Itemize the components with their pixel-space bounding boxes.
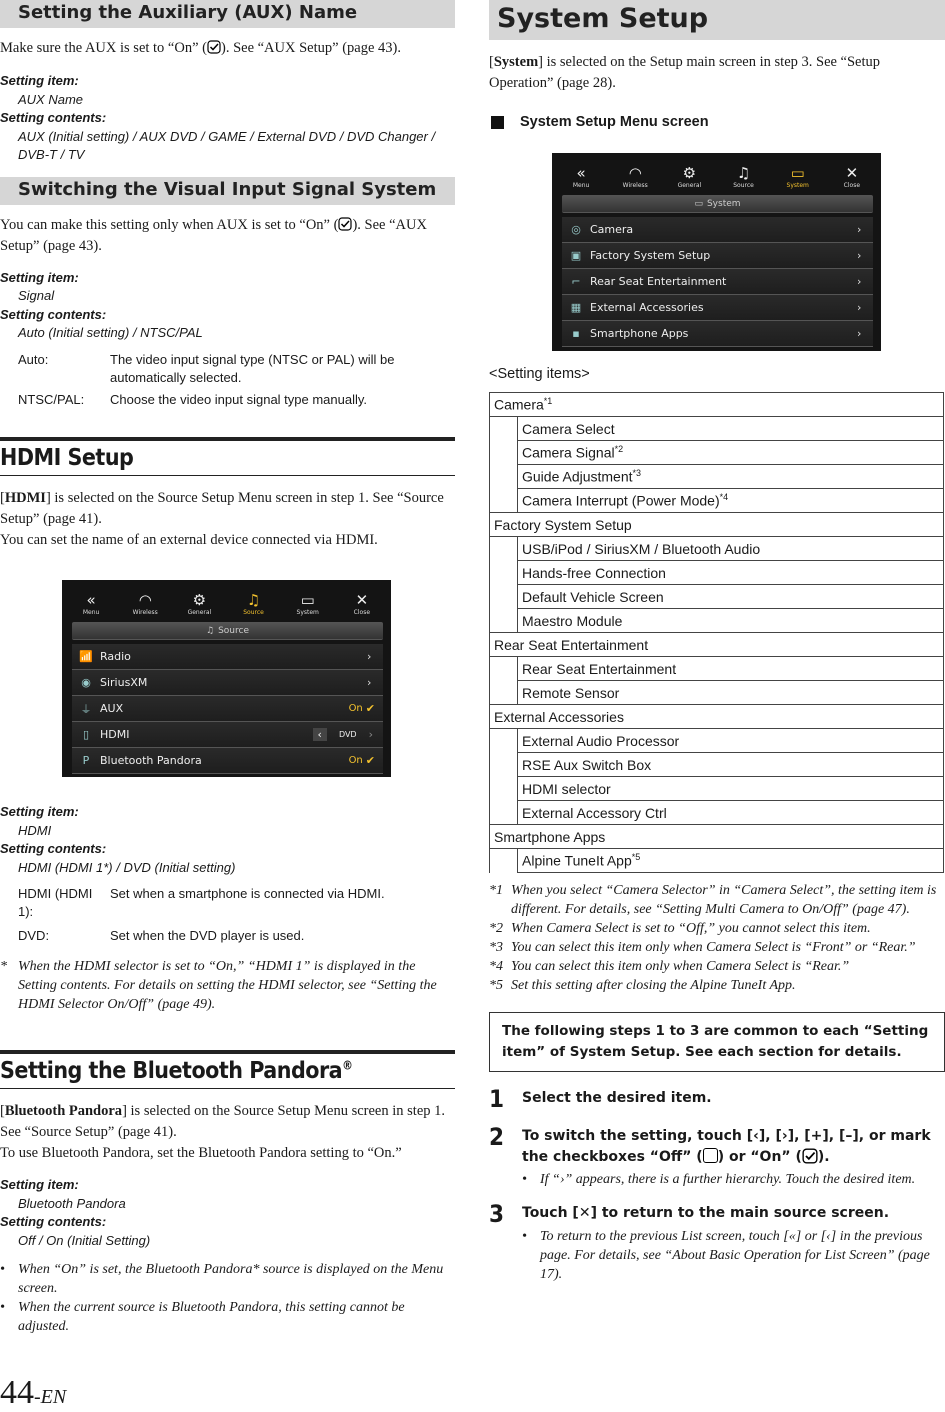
setting-contents-label: Setting contents: (0, 841, 107, 856)
table-item-row: Guide Adjustment$^{*3}$ (518, 465, 944, 489)
list-item-radio[interactable]: 📶 Radio › (72, 644, 383, 670)
siriusxm-icon: ◉ (81, 676, 91, 689)
list-item-aux[interactable]: ⏚ AUX On ✔ (72, 696, 383, 722)
aux-intro: Make sure the AUX is set to “On” ( ). See “AUX Setup” (page 43). (0, 40, 401, 56)
table-item-row: Camera Signal$^{*2}$ (518, 441, 944, 465)
table-group-row: Factory System Setup (490, 513, 944, 537)
table-item-row: USB/iPod / SiriusXM / Bluetooth Audio (518, 537, 944, 561)
checkbox-checked-icon (802, 1149, 818, 1165)
screen-toolbar (62, 580, 391, 616)
hdmi-plug-icon: ▯ (82, 728, 90, 741)
option-row: NTSC/PAL: Choose the video input signal type manually. (18, 391, 368, 407)
antenna-icon: 📶 (79, 650, 93, 663)
close-icon: ✕ (578, 1205, 591, 1221)
setting-item-label: Setting item: (0, 804, 79, 819)
list-item-pandora[interactable]: P Bluetooth Pandora On ✔ (72, 748, 383, 774)
hdmi-section-title: HDMI Setup (0, 437, 455, 476)
table-item-row: External Audio Processor (518, 729, 944, 753)
chevron-right-icon: › (857, 275, 862, 288)
table-item-row: Remote Sensor (518, 681, 944, 705)
footnote: *3 You can select this item only when Camera Select is “Front” or “Rear.” (489, 940, 916, 955)
bullet-icon: • (522, 1229, 527, 1244)
footnote: *2 When Camera Select is set to “Off,” you cannot select this item. (489, 921, 871, 936)
aux-plug-icon: ⏚ (80, 702, 92, 716)
option-row: DVD: Set when the DVD player is used. (18, 928, 305, 943)
system-tab[interactable]: ▭ System (296, 591, 319, 616)
table-group-row: Smartphone Apps (490, 825, 944, 849)
setting-item-value: Bluetooth Pandora (18, 1195, 126, 1211)
table-item-row: Camera Interrupt (Power Mode)$^{*4}$ (518, 489, 944, 513)
list-item-factory[interactable]: ▣ Factory System Setup › (562, 243, 873, 269)
check-icon[interactable]: ✔ (365, 702, 375, 715)
bullet-icon: • (0, 1300, 5, 1315)
music-note-icon: ♫ (736, 164, 751, 182)
step-2: 2 To switch the setting, touch [‹], [›], [+], [–], or mark the checkboxes “Off” ( ) or “On” ( ). (489, 1123, 931, 1165)
source-tab[interactable]: ♫ Source (243, 591, 264, 616)
general-tab[interactable]: ⚙ General (187, 591, 212, 616)
table-item-row: HDMI selector (518, 777, 944, 801)
chevron-right-icon: › (857, 223, 862, 236)
option-row: Auto: The video input signal type (NTSC or PAL) will be automatically selected. (18, 351, 395, 385)
system-setup-screenshot (552, 153, 881, 351)
menu-heading: System Setup Menu screen (489, 114, 945, 130)
left-column (0, 0, 455, 1411)
setting-item-value: Signal (18, 288, 55, 303)
footnote: *4 You can select this item only when Camera Select is “Rear.” (489, 959, 850, 974)
menu-tab[interactable]: « Menu (572, 164, 590, 189)
pandora-section-title: Setting the Bluetooth Pandora® (0, 1050, 455, 1089)
list-item-smartphone[interactable]: ▪ Smartphone Apps › (562, 321, 873, 347)
footnote: *1 When you select “Camera Selector” in “Camera Select”, the setting item is different. For details, see “Setting Multi Camera to On/Off” (page 47). (489, 883, 937, 917)
general-tab[interactable]: ⚙ General (677, 164, 702, 189)
setting-item-label: Setting item: (0, 269, 79, 285)
wifi-icon: ◠ (628, 164, 642, 182)
system-section-title: System Setup (489, 0, 945, 40)
double-chevron-left-icon: « (788, 1229, 796, 1244)
pandora-intro: [Bluetooth Pandora] is selected on the Source Setup Menu screen in step 1. See “Source Setup” (page 41). To use Bluetooth Pandora, set the Bluetooth Pandora setting to “On.” (0, 1103, 446, 1161)
chevron-right-icon: › (781, 1128, 788, 1144)
system-tab[interactable]: ▭ System (786, 164, 809, 189)
chevron-right-icon: › (857, 327, 862, 340)
table-group-row: External Accessories (490, 705, 944, 729)
check-icon[interactable]: ✔ (365, 754, 375, 767)
list-item-rear-seat[interactable]: ⌐ Rear Seat Entertainment › (562, 269, 873, 295)
chevron-left-icon: ‹ (753, 1128, 759, 1144)
chevron-left-icon: ‹ (826, 1229, 831, 1244)
page-number: 44-EN (0, 1374, 67, 1411)
list-item-external[interactable]: ▦ External Accessories › (562, 295, 873, 321)
bullet-icon: • (522, 1172, 527, 1187)
close-icon: ✕ (355, 591, 369, 609)
list-item-siriusxm[interactable]: ◉ SiriusXM › (72, 670, 383, 696)
bullet-icon: • (0, 1262, 5, 1277)
table-item-row: Default Vehicle Screen (518, 585, 944, 609)
source-setup-screenshot (62, 580, 391, 777)
footnote-list (489, 881, 945, 995)
step-1: 1 Select the desired item. (489, 1085, 712, 1113)
wireless-tab[interactable]: ◠ Wireless (132, 591, 158, 616)
visual-intro: You can make this setting only when AUX is set to “On” ( ). See “AUX Setup” (page 43). (0, 216, 427, 254)
setting-contents-value: AUX (Initial setting) / AUX DVD / GAME / External DVD / DVD Changer / DVB-T / TV (18, 128, 436, 162)
hdmi-footnote: * When the HDMI selector is set to “On,” “HDMI 1” is displayed in the Setting contents. For details on setting the HDMI selector, see “Setting the HDMI Selector On/Off” (page 49). (0, 959, 437, 1012)
checkbox-checked-icon (338, 217, 352, 233)
setting-item-value: AUX Name (18, 91, 84, 107)
setting-contents-value: HDMI (HDMI 1*) / DVD (Initial setting) (18, 859, 236, 875)
setting-contents-value: Off / On (Initial Setting) (18, 1232, 151, 1248)
aux-section-title: Setting the Auxiliary (AUX) Name (0, 0, 455, 28)
pandora-icon: P (82, 754, 90, 767)
step-3: 3 Touch [✕] to return to the main source screen. (489, 1200, 890, 1228)
monitor-icon: ▭ (300, 591, 315, 609)
screen-toolbar (552, 153, 881, 189)
camera-icon: ◎ (571, 223, 581, 236)
system-intro: [System] is selected on the Setup main screen in step 3. See “Setup Operation” (page 28). (489, 54, 881, 91)
chevron-left-icon[interactable]: ‹ (313, 728, 327, 741)
wireless-tab[interactable]: ◠ Wireless (622, 164, 648, 189)
table-item-row: RSE Aux Switch Box (518, 753, 944, 777)
visual-section-title: Switching the Visual Input Signal System (0, 177, 455, 205)
list-header: ♫ Source (72, 622, 383, 640)
common-steps-box: The following steps 1 to 3 are common to each “Setting item” of System Setup. See each section for details. (489, 1012, 945, 1072)
close-icon: ✕ (845, 164, 859, 182)
setting-contents-label: Setting contents: (0, 110, 107, 125)
chevron-right-icon: › (367, 650, 372, 663)
footnote: *5 Set this setting after closing the Alpine TuneIt App. (489, 978, 796, 993)
music-note-icon: ♫ (246, 591, 261, 609)
monitor-icon: ▭ (790, 164, 805, 182)
double-chevron-left-icon: « (86, 591, 96, 609)
setting-item-label: Setting item: (0, 1177, 79, 1192)
list-item-hdmi[interactable]: ▯ HDMI ‹ DVD › (72, 722, 383, 748)
chevron-right-icon: › (857, 301, 862, 314)
hdmi-intro: [HDMI] is selected on the Source Setup Menu screen in step 1. See “Source Setup” (page 41). You can set the name of an external device connected via HDMI. (0, 489, 444, 548)
list-header: ▭ System (562, 195, 873, 213)
menu-tab[interactable]: « Menu (82, 591, 100, 616)
chevron-right-icon: › (857, 249, 862, 262)
gear-icon: ⚙ (192, 591, 207, 609)
table-item-row: Camera Select (518, 417, 944, 441)
table-item-row: External Accessory Ctrl (518, 801, 944, 825)
table-item-row: Alpine TuneIt App$^{*5}$ (518, 849, 944, 873)
step-2-bullet: • If “›” appears, there is a further hierarchy. Touch the desired item. (522, 1172, 916, 1187)
step-3-bullet: • To return to the previous List screen, touch [«] or [‹] in the previous page. For details, see “About Basic Operation for List Screen” (page 17). (522, 1229, 930, 1282)
table-group-row: Camera$^{*1}$ (490, 393, 944, 417)
close-tab[interactable]: ✕ Close (353, 591, 371, 616)
seat-icon: ⌐ (571, 275, 581, 288)
setting-contents-value: Auto (Initial setting) / NTSC/PAL (18, 325, 203, 340)
list-item-camera[interactable]: ◎ Camera › (562, 217, 873, 243)
setting-item-label: Setting item: (0, 73, 79, 88)
right-column (489, 0, 945, 1282)
bullet-item: • When “On” is set, the Bluetooth Pandora* source is displayed on the Menu screen. (0, 1262, 444, 1296)
gear-icon: ⚙ (682, 164, 697, 182)
double-chevron-left-icon: « (576, 164, 586, 182)
option-row: HDMI (HDMI 1): Set when a smartphone is connected via HDMI. (18, 886, 385, 919)
table-item-row: Hands-free Connection (518, 561, 944, 585)
chevron-right-icon[interactable]: › (368, 728, 373, 741)
table-item-row: Maestro Module (518, 609, 944, 633)
setting-item-value: HDMI (18, 822, 52, 838)
keypad-icon: ▦ (570, 301, 582, 314)
chevron-right-icon: › (559, 1172, 565, 1187)
car-icon: ▣ (570, 249, 582, 262)
wifi-icon: ◠ (138, 591, 152, 609)
table-group-row: Rear Seat Entertainment (490, 633, 944, 657)
checkbox-unchecked-icon (703, 1148, 718, 1163)
apps-icon: ▪ (572, 327, 580, 340)
checkbox-checked-icon (207, 40, 221, 56)
setting-contents-label: Setting contents: (0, 1214, 107, 1229)
table-item-row: Rear Seat Entertainment (518, 657, 944, 681)
source-tab[interactable]: ♫ Source (733, 164, 754, 189)
music-note-icon: ♫ (206, 625, 215, 636)
square-bullet-icon (491, 116, 504, 129)
setting-contents-label: Setting contents: (0, 306, 107, 322)
monitor-icon: ▭ (694, 198, 703, 209)
chevron-right-icon: › (367, 676, 372, 689)
bullet-item: • When the current source is Bluetooth Pandora, this setting cannot be adjusted. (0, 1300, 405, 1334)
close-tab[interactable]: ✕ Close (843, 164, 861, 189)
setting-items-table (489, 392, 944, 873)
setting-items-label: <Setting items> (489, 366, 590, 382)
